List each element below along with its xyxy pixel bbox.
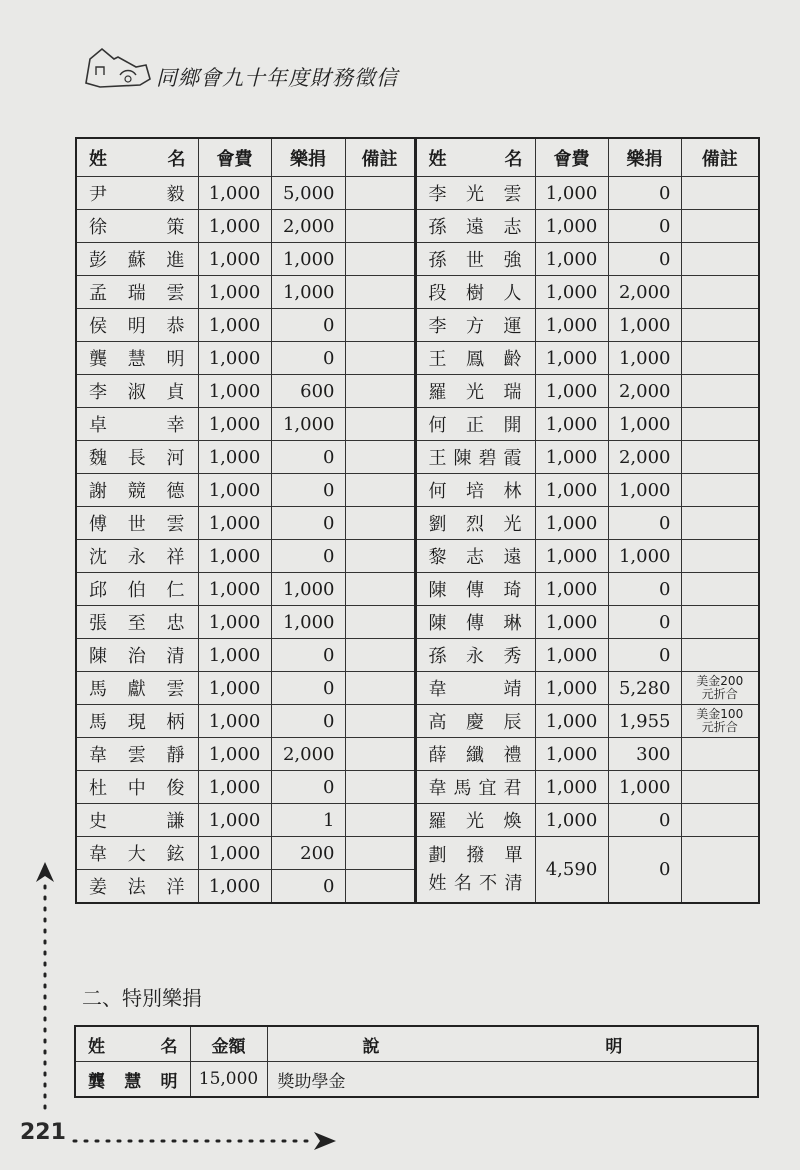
member-fee: 1,000 — [535, 639, 608, 672]
table-row — [76, 243, 759, 276]
member-note — [345, 540, 415, 573]
member-donation: 1 — [271, 804, 345, 837]
member-note — [681, 243, 759, 276]
member-donation: 1,000 — [608, 408, 681, 441]
member-donation: 0 — [608, 639, 681, 672]
member-fee: 1,000 — [198, 573, 271, 606]
member-note — [345, 276, 415, 309]
special-donation-table — [74, 1025, 759, 1098]
member-fee: 1,000 — [198, 177, 271, 210]
member-name: 劉烈光 — [415, 507, 535, 540]
table-row — [76, 573, 759, 606]
member-note — [681, 210, 759, 243]
member-name: 尹毅 — [76, 177, 198, 210]
member-fee: 1,000 — [198, 441, 271, 474]
member-note — [345, 705, 415, 738]
member-donation: 0 — [608, 804, 681, 837]
member-name: 史謙 — [76, 804, 198, 837]
member-donation: 0 — [608, 573, 681, 606]
member-name: 沈永祥 — [76, 540, 198, 573]
section-title: 二、特別樂捐 — [82, 986, 202, 1010]
header-donation: 樂捐 — [271, 138, 345, 177]
member-donation: 0 — [271, 507, 345, 540]
member-fee: 1,000 — [535, 243, 608, 276]
member-fee: 1,000 — [198, 375, 271, 408]
member-donation: 1,000 — [608, 771, 681, 804]
member-name: 段樹人 — [415, 276, 535, 309]
member-fee: 1,000 — [198, 870, 271, 904]
donation-table — [75, 137, 760, 904]
member-donation: 1,000 — [608, 474, 681, 507]
table-row — [76, 639, 759, 672]
member-fee: 1,000 — [198, 507, 271, 540]
member-note — [345, 177, 415, 210]
member-note — [681, 375, 759, 408]
special-header-name: 姓 名 — [75, 1026, 190, 1062]
member-fee: 1,000 — [198, 837, 271, 870]
member-note — [681, 771, 759, 804]
member-donation: 0 — [608, 243, 681, 276]
member-note — [681, 507, 759, 540]
member-name: 姜法洋 — [76, 870, 198, 904]
table-header-row — [76, 138, 759, 177]
member-name: 魏長河 — [76, 441, 198, 474]
table-row — [76, 177, 759, 210]
member-name: 張至忠 — [76, 606, 198, 639]
member-donation: 2,000 — [608, 441, 681, 474]
member-donation: 1,000 — [271, 573, 345, 606]
member-donation: 0 — [271, 672, 345, 705]
member-donation: 1,000 — [608, 342, 681, 375]
note-line: 美金100 — [696, 707, 744, 721]
special-amount: 15,000 — [190, 1062, 267, 1098]
member-name: 杜中俊 — [76, 771, 198, 804]
member-note — [345, 804, 415, 837]
special-header-desc-2: 明 — [605, 1036, 623, 1057]
member-fee: 1,000 — [198, 771, 271, 804]
member-fee: 1,000 — [535, 573, 608, 606]
note-line: 美金200 — [696, 674, 744, 688]
member-name: 王鳳齡 — [415, 342, 535, 375]
special-name: 龔慧明 — [75, 1062, 190, 1098]
member-donation: 0 — [271, 870, 345, 904]
member-fee: 1,000 — [535, 408, 608, 441]
member-name: 彭蘇進 — [76, 243, 198, 276]
member-name: 何正開 — [415, 408, 535, 441]
member-note — [681, 540, 759, 573]
member-name: 孫遠志 — [415, 210, 535, 243]
member-note — [345, 639, 415, 672]
member-name: 韋大鉉 — [76, 837, 198, 870]
member-note — [345, 441, 415, 474]
member-fee: 1,000 — [198, 672, 271, 705]
member-donation: 0 — [271, 441, 345, 474]
member-note — [345, 507, 415, 540]
member-name: 韋靖 — [415, 672, 535, 705]
member-fee: 1,000 — [535, 672, 608, 705]
name-line: 姓名不清 — [428, 872, 523, 894]
member-fee: 1,000 — [535, 375, 608, 408]
member-fee: 1,000 — [198, 639, 271, 672]
member-donation: 0 — [271, 474, 345, 507]
member-name: 李淑貞 — [76, 375, 198, 408]
member-donation: 1,000 — [271, 276, 345, 309]
member-donation: 1,000 — [608, 540, 681, 573]
member-note — [681, 639, 759, 672]
member-fee: 1,000 — [535, 606, 608, 639]
member-donation: 0 — [271, 540, 345, 573]
member-note — [681, 309, 759, 342]
member-donation: 5,000 — [271, 177, 345, 210]
member-note — [345, 771, 415, 804]
member-donation: 2,000 — [271, 738, 345, 771]
member-note — [345, 672, 415, 705]
member-donation: 200 — [271, 837, 345, 870]
table-row — [76, 408, 759, 441]
member-donation: 0 — [608, 606, 681, 639]
member-note — [345, 243, 415, 276]
member-fee: 1,000 — [198, 540, 271, 573]
member-name: 孟瑞雲 — [76, 276, 198, 309]
table-row — [76, 441, 759, 474]
member-fee: 1,000 — [535, 738, 608, 771]
member-note — [345, 309, 415, 342]
table-row — [76, 606, 759, 639]
member-fee: 1,000 — [198, 408, 271, 441]
member-note — [681, 408, 759, 441]
note-line: 元折合 — [701, 687, 738, 701]
member-note — [681, 441, 759, 474]
table-row — [75, 1062, 758, 1098]
table-row — [76, 375, 759, 408]
member-donation: 0 — [271, 309, 345, 342]
table-row — [76, 507, 759, 540]
member-name: 陳治清 — [76, 639, 198, 672]
member-name: 韋雲靜 — [76, 738, 198, 771]
member-fee: 1,000 — [198, 804, 271, 837]
member-fee: 1,000 — [535, 441, 608, 474]
member-fee: 1,000 — [198, 606, 271, 639]
member-note — [681, 474, 759, 507]
member-fee: 1,000 — [535, 474, 608, 507]
member-note — [345, 738, 415, 771]
member-name: 羅光煥 — [415, 804, 535, 837]
member-note — [345, 837, 415, 870]
member-fee: 4,590 — [535, 837, 608, 904]
table-row — [76, 342, 759, 375]
member-note — [681, 276, 759, 309]
header-donation: 樂捐 — [608, 138, 681, 177]
member-name: 韋馬宜君 — [415, 771, 535, 804]
table-row — [76, 540, 759, 573]
member-note — [681, 837, 759, 904]
member-name: 李光雲 — [415, 177, 535, 210]
header-name: 姓 名 — [415, 138, 535, 177]
table-row — [76, 474, 759, 507]
member-name: 謝競德 — [76, 474, 198, 507]
member-note — [345, 342, 415, 375]
member-fee: 1,000 — [198, 309, 271, 342]
member-note — [345, 573, 415, 606]
member-donation: 0 — [271, 771, 345, 804]
member-note — [681, 342, 759, 375]
member-donation: 0 — [608, 837, 681, 904]
member-donation: 600 — [271, 375, 345, 408]
dotted-arrow-up-icon — [30, 860, 60, 1120]
special-header-amount: 金額 — [190, 1026, 267, 1062]
member-note — [681, 738, 759, 771]
member-fee: 1,000 — [535, 177, 608, 210]
member-note — [681, 705, 759, 738]
member-name: 龔慧明 — [76, 342, 198, 375]
member-name: 徐策 — [76, 210, 198, 243]
member-note — [681, 177, 759, 210]
member-fee: 1,000 — [535, 540, 608, 573]
member-name: 傅世雲 — [76, 507, 198, 540]
member-donation: 0 — [271, 705, 345, 738]
table-row — [76, 804, 759, 837]
member-name: 馬獻雲 — [76, 672, 198, 705]
table-row — [76, 705, 759, 738]
name-line: 劃撥單 — [428, 844, 523, 866]
member-fee: 1,000 — [535, 705, 608, 738]
table-row — [76, 771, 759, 804]
header-note: 備註 — [345, 138, 415, 177]
page-title: 同鄉會九十年度財務徵信 — [156, 66, 398, 90]
member-donation: 0 — [608, 507, 681, 540]
member-fee: 1,000 — [535, 507, 608, 540]
member-name: 李方運 — [415, 309, 535, 342]
member-note — [345, 375, 415, 408]
member-name: 羅光瑞 — [415, 375, 535, 408]
member-donation: 300 — [608, 738, 681, 771]
member-fee: 1,000 — [535, 309, 608, 342]
special-header-desc-1: 說 — [362, 1036, 380, 1057]
header-name: 姓 名 — [76, 138, 198, 177]
member-name: 薛纖禮 — [415, 738, 535, 771]
special-header-row — [75, 1026, 758, 1062]
header-fee: 會費 — [535, 138, 608, 177]
member-fee: 1,000 — [535, 210, 608, 243]
member-note — [345, 210, 415, 243]
table-row — [76, 276, 759, 309]
member-name: 王陳碧霞 — [415, 441, 535, 474]
member-donation: 1,000 — [271, 408, 345, 441]
special-desc: 獎助學金 — [267, 1062, 758, 1098]
header-note: 備註 — [681, 138, 759, 177]
member-fee: 1,000 — [198, 738, 271, 771]
special-header-desc — [267, 1026, 758, 1062]
member-name: 侯明恭 — [76, 309, 198, 342]
member-donation: 2,000 — [608, 276, 681, 309]
member-donation: 2,000 — [271, 210, 345, 243]
member-fee: 1,000 — [535, 771, 608, 804]
member-note — [681, 606, 759, 639]
member-note — [345, 474, 415, 507]
table-row — [76, 672, 759, 705]
member-donation: 5,280 — [608, 672, 681, 705]
table-row — [76, 210, 759, 243]
member-fee: 1,000 — [198, 342, 271, 375]
member-note — [681, 573, 759, 606]
member-name: 何培林 — [415, 474, 535, 507]
member-note — [345, 870, 415, 904]
member-note — [345, 606, 415, 639]
page-number: 221 — [20, 1120, 66, 1145]
member-donation: 0 — [271, 342, 345, 375]
member-fee: 1,000 — [198, 243, 271, 276]
header-fee: 會費 — [198, 138, 271, 177]
member-donation: 0 — [608, 210, 681, 243]
dotted-arrow-right-icon — [70, 1128, 340, 1154]
member-donation: 0 — [608, 177, 681, 210]
member-fee: 1,000 — [198, 276, 271, 309]
member-name: 孫世強 — [415, 243, 535, 276]
member-fee: 1,000 — [198, 705, 271, 738]
member-name: 邱伯仁 — [76, 573, 198, 606]
house-logo-icon — [80, 45, 152, 91]
note-line: 元折合 — [701, 720, 738, 734]
member-fee: 1,000 — [198, 210, 271, 243]
table-row — [76, 309, 759, 342]
member-name: 陳傳琳 — [415, 606, 535, 639]
member-donation: 0 — [271, 639, 345, 672]
member-name-multiline — [415, 837, 535, 904]
member-donation: 1,000 — [271, 243, 345, 276]
member-donation: 1,000 — [608, 309, 681, 342]
member-fee: 1,000 — [535, 342, 608, 375]
member-note — [345, 408, 415, 441]
member-name: 高慶辰 — [415, 705, 535, 738]
member-name: 卓幸 — [76, 408, 198, 441]
member-donation: 1,000 — [271, 606, 345, 639]
member-fee: 1,000 — [535, 804, 608, 837]
member-donation: 2,000 — [608, 375, 681, 408]
member-name: 黎志遠 — [415, 540, 535, 573]
table-row — [76, 738, 759, 771]
member-name: 孫永秀 — [415, 639, 535, 672]
member-name: 馬現柄 — [76, 705, 198, 738]
member-donation: 1,955 — [608, 705, 681, 738]
member-fee: 1,000 — [198, 474, 271, 507]
table-row — [76, 837, 759, 870]
member-note — [681, 804, 759, 837]
member-note — [681, 672, 759, 705]
member-name: 陳傳琦 — [415, 573, 535, 606]
page-header — [80, 45, 480, 97]
member-fee: 1,000 — [535, 276, 608, 309]
